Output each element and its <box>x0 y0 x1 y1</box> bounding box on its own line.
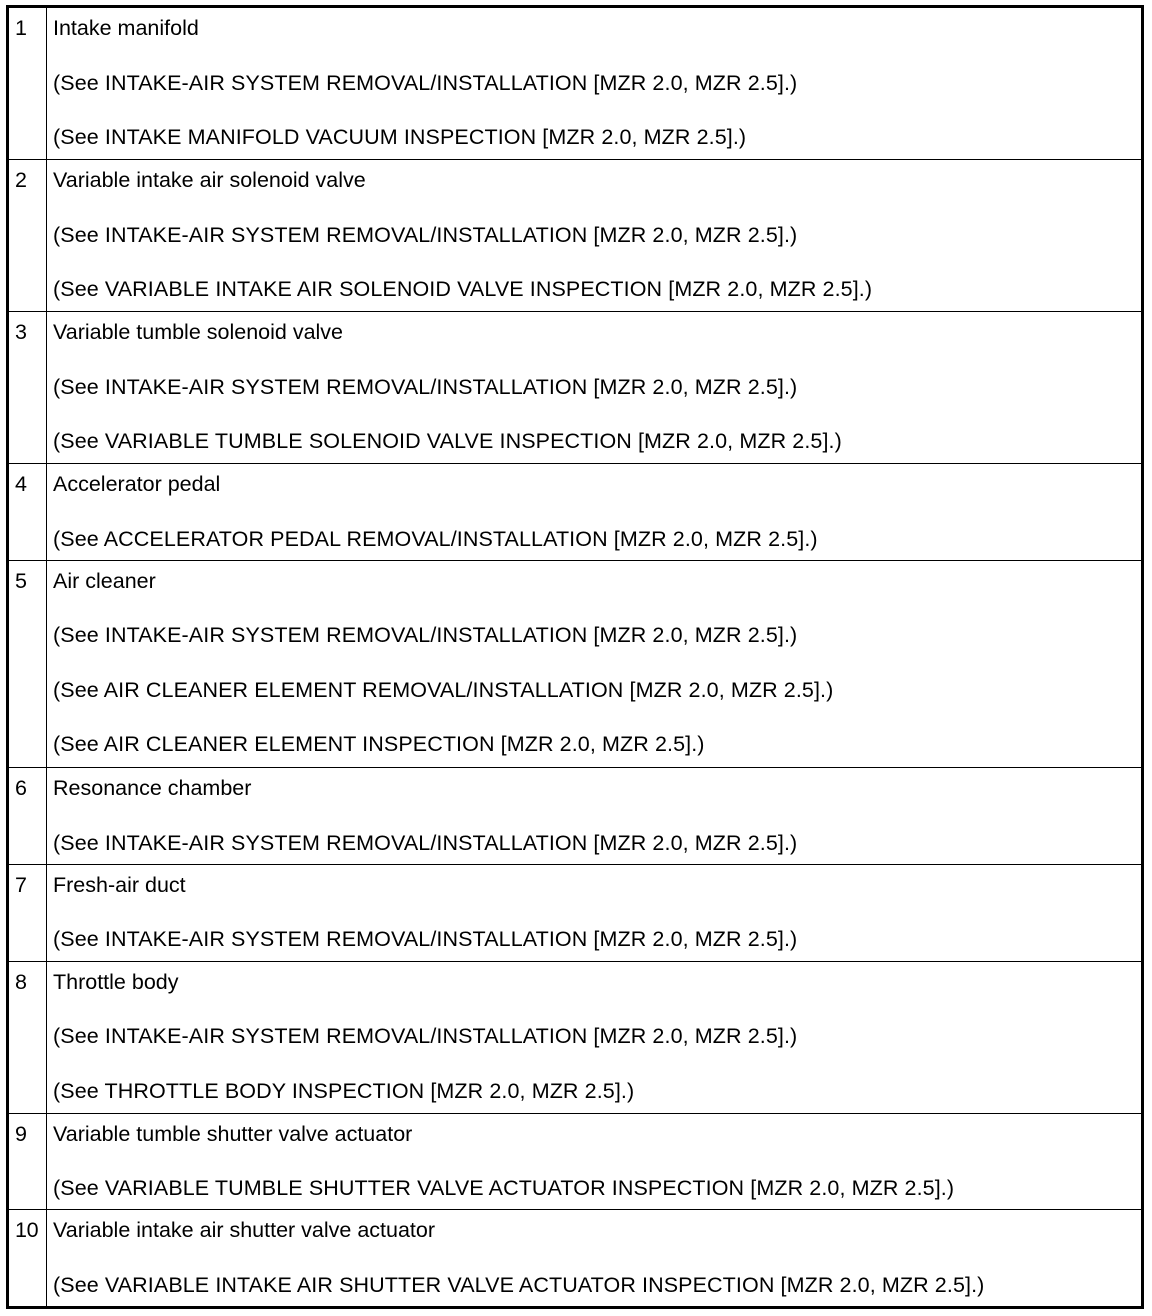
item-number: 6 <box>15 776 27 801</box>
item-description-cell <box>47 7 1143 160</box>
item-number-cell <box>8 1113 47 1210</box>
reference-link[interactable]: (See INTAKE-AIR SYSTEM REMOVAL/INSTALLATION [MZR 2.0, MZR 2.5].) <box>53 623 798 648</box>
table-row <box>8 768 1143 865</box>
item-number-cell <box>8 464 47 561</box>
reference-link[interactable]: (See INTAKE-AIR SYSTEM REMOVAL/INSTALLATION [MZR 2.0, MZR 2.5].) <box>53 222 798 247</box>
reference-link[interactable]: (See VARIABLE INTAKE AIR SHUTTER VALVE ACTUATOR INSPECTION [MZR 2.0, MZR 2.5].) <box>53 1272 985 1297</box>
table-row <box>8 1210 1143 1308</box>
part-name: Fresh-air duct <box>53 872 186 897</box>
table-row <box>8 312 1143 464</box>
part-name: Resonance chamber <box>53 776 252 801</box>
item-description-cell <box>47 1210 1143 1308</box>
part-name: Throttle body <box>53 969 179 994</box>
reference-link[interactable]: (See AIR CLEANER ELEMENT REMOVAL/INSTALLATION [MZR 2.0, MZR 2.5].) <box>53 677 834 702</box>
table-row <box>8 7 1143 160</box>
item-number: 2 <box>15 168 27 193</box>
reference-link[interactable]: (See INTAKE-AIR SYSTEM REMOVAL/INSTALLATION [MZR 2.0, MZR 2.5].) <box>53 830 798 855</box>
item-number-cell <box>8 864 47 961</box>
item-number-cell <box>8 768 47 865</box>
item-number-cell <box>8 560 47 768</box>
item-number-cell <box>8 1210 47 1308</box>
table-row <box>8 1113 1143 1210</box>
reference-link[interactable]: (See INTAKE-AIR SYSTEM REMOVAL/INSTALLATION [MZR 2.0, MZR 2.5].) <box>53 927 798 952</box>
item-number: 8 <box>15 969 27 994</box>
reference-link[interactable]: (See INTAKE-AIR SYSTEM REMOVAL/INSTALLATION [MZR 2.0, MZR 2.5].) <box>53 70 798 95</box>
item-description-cell <box>47 160 1143 312</box>
item-number: 7 <box>15 872 27 897</box>
part-name: Intake manifold <box>53 16 199 40</box>
reference-link[interactable]: (See INTAKE-AIR SYSTEM REMOVAL/INSTALLATION [MZR 2.0, MZR 2.5].) <box>53 1024 798 1049</box>
table-row <box>8 864 1143 961</box>
item-number: 9 <box>15 1121 27 1146</box>
item-description-cell <box>47 312 1143 464</box>
part-name: Variable intake air shutter valve actuator <box>53 1218 436 1243</box>
reference-link[interactable]: (See VARIABLE TUMBLE SOLENOID VALVE INSPECTION [MZR 2.0, MZR 2.5].) <box>53 429 842 454</box>
table-row <box>8 464 1143 561</box>
part-name: Variable tumble solenoid valve <box>53 320 344 345</box>
reference-link[interactable]: (See THROTTLE BODY INSPECTION [MZR 2.0, MZR 2.5].) <box>53 1078 635 1103</box>
item-number-cell <box>8 312 47 464</box>
parts-table <box>6 5 1144 1309</box>
reference-link[interactable]: (See VARIABLE INTAKE AIR SOLENOID VALVE INSPECTION [MZR 2.0, MZR 2.5].) <box>53 277 873 302</box>
reference-link[interactable]: (See VARIABLE TUMBLE SHUTTER VALVE ACTUATOR INSPECTION [MZR 2.0, MZR 2.5].) <box>53 1176 955 1201</box>
reference-link[interactable]: (See AIR CLEANER ELEMENT INSPECTION [MZR 2.0, MZR 2.5].) <box>53 732 705 757</box>
item-description-cell <box>47 560 1143 768</box>
item-description-cell <box>47 961 1143 1113</box>
item-number: 3 <box>15 320 27 345</box>
item-description-cell <box>47 464 1143 561</box>
item-description-cell <box>47 768 1143 865</box>
item-number-cell <box>8 160 47 312</box>
item-number-cell <box>8 961 47 1113</box>
item-number: 1 <box>15 16 27 40</box>
item-description-cell <box>47 1113 1143 1210</box>
item-description-cell <box>47 864 1143 961</box>
reference-link[interactable]: (See ACCELERATOR PEDAL REMOVAL/INSTALLATION [MZR 2.0, MZR 2.5].) <box>53 526 818 551</box>
reference-link[interactable]: (See INTAKE-AIR SYSTEM REMOVAL/INSTALLATION [MZR 2.0, MZR 2.5].) <box>53 374 798 399</box>
item-number: 10 <box>15 1218 39 1243</box>
item-number: 5 <box>15 568 27 593</box>
table-row <box>8 160 1143 312</box>
parts-table-body <box>8 7 1143 1308</box>
part-name: Variable intake air solenoid valve <box>53 168 366 193</box>
part-name: Air cleaner <box>53 568 156 593</box>
part-name: Variable tumble shutter valve actuator <box>53 1121 413 1146</box>
table-row <box>8 560 1143 768</box>
item-number: 4 <box>15 472 27 497</box>
item-number-cell <box>8 7 47 160</box>
reference-link[interactable]: (See INTAKE MANIFOLD VACUUM INSPECTION [MZR 2.0, MZR 2.5].) <box>53 125 747 149</box>
table-row <box>8 961 1143 1113</box>
part-name: Accelerator pedal <box>53 472 221 497</box>
